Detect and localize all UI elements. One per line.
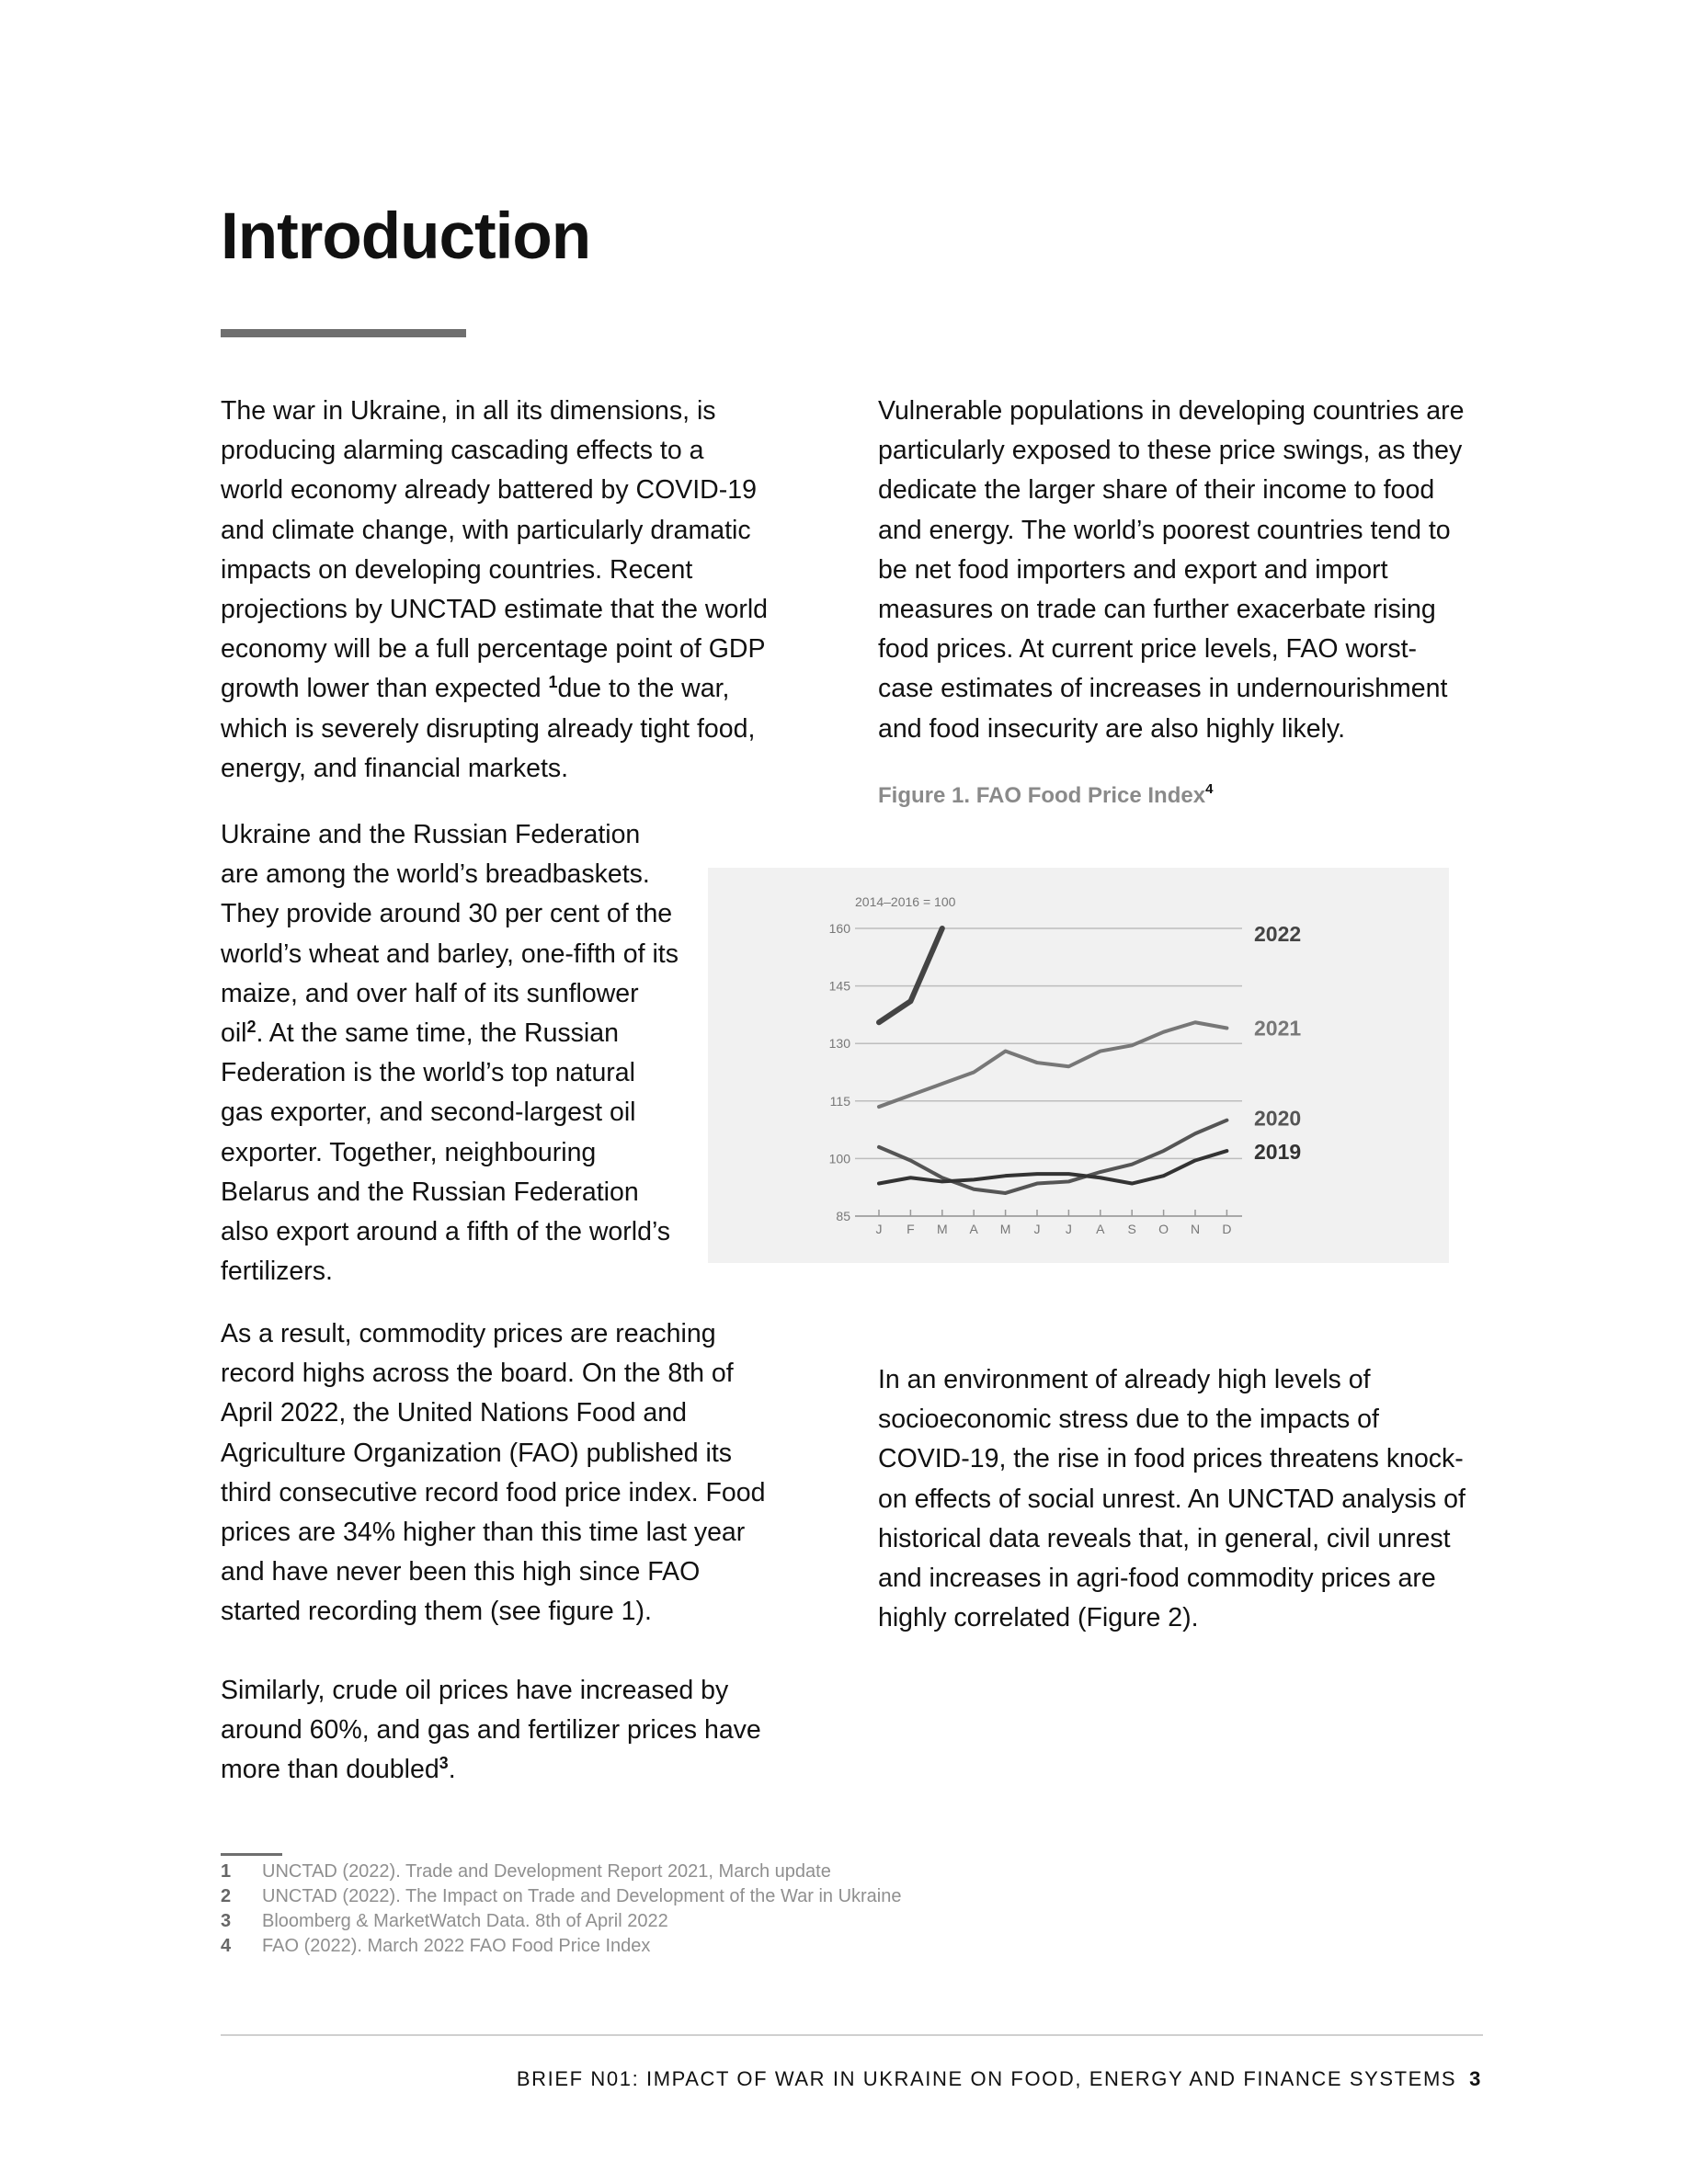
y-tick-label: 160 [828,921,850,936]
x-tick-label: D [1222,1222,1232,1236]
page-footer [517,2067,1482,2091]
paragraph-text: Similarly, crude oil prices have increased by around 60%, and gas and fertilizer prices have more than doubled [221,1676,761,1785]
x-tick-label: O [1158,1222,1169,1236]
series-line-2019 [879,1151,1226,1183]
series-label-2020: 2020 [1254,1106,1302,1131]
footnote-1 [221,1861,831,1883]
footnote-number: 3 [221,1911,232,1931]
series-label-2021: 2021 [1254,1016,1302,1041]
paragraph-social-unrest: In an environment of already high levels of socioeconomic stress due to the impacts of COVID-19, the rise in food prices threatens knock-on effects of social unrest. An UNCTAD analysis of historical data reveals that, in general, civil unrest and increases in agri-food commodity prices are highly correlated (Figure 2). [878,1365,1466,1633]
series-line-2021 [879,1022,1226,1107]
page-number: 3 [1469,2067,1482,2090]
footnote-number: 2 [221,1886,232,1906]
footnote-2 [221,1886,902,1907]
x-tick-label: M [936,1222,948,1236]
paragraph-oil-gas-prices [221,1671,772,1791]
footnote-text: UNCTAD (2022). Trade and Development Report 2021, March update [262,1861,831,1882]
x-tick-label: J [1033,1222,1041,1236]
figure-caption [878,783,1213,809]
paragraph-text: The war in Ukraine, in all its dimensions, is producing alarming cascading effects to a world economy already battered by COVID-19 and climate change, with particularly dramatic impacts on developing countries. Recent projections by UNCTAD estimate that the world economy will be a full percentage point of GDP growth lower than expected [221,396,769,704]
series-line-2022 [879,928,942,1022]
footnote-number: 4 [221,1936,232,1956]
title-underline [221,329,466,337]
footnote-4 [221,1936,650,1957]
series-label-2019: 2019 [1254,1140,1302,1165]
page-title: Introduction [221,200,591,273]
food-price-index-chart [708,868,1449,1263]
y-tick-label: 115 [829,1093,850,1109]
paragraph-vulnerable-populations: Vulnerable populations in developing countries are particularly exposed to these price swings, as they dedicate the larger share of their income to food and energy. The world’s poorest countries tend to be net food importers and export and import measures on trade can further exacerbate rising food prices. At current price levels, FAO worst-case estimates of increases in undernourishment and food insecurity are also highly likely. [878,396,1465,744]
paragraph-text-end: . [448,1755,456,1785]
footnote-3 [221,1911,668,1932]
footer-divider [221,2034,1483,2036]
y-tick-label: 145 [828,978,850,994]
footnote-ref-1[interactable]: 1 [548,673,558,692]
footnote-ref-3[interactable]: 3 [439,1754,449,1773]
footnote-text: Bloomberg & MarketWatch Data. 8th of April 2022 [262,1911,668,1931]
x-tick-label: S [1127,1222,1136,1236]
paragraph-text: Ukraine and the Russian Federation are among the world’s breadbaskets. They provide around 30 per cent of the world’s wheat and barley, one-fifth of its maize, and over half of its sunflower oil [221,820,679,1049]
footnote-divider [221,1853,282,1856]
chart-annotation: 2014–2016 = 100 [855,894,956,909]
x-tick-label: J [875,1222,883,1236]
paragraph-text-end: . At the same time, the Russian Federation is the world’s top natural gas exporter, and second-largest oil exporter. Together, neighbouring Belarus and the Russian Federation also export around a fifth of the world’s fertilizers. [221,1018,671,1287]
x-tick-label: N [1190,1222,1201,1236]
x-tick-label: J [1065,1222,1072,1236]
footnote-ref-2[interactable]: 2 [246,1018,257,1037]
x-tick-label: F [907,1222,915,1236]
y-tick-label: 85 [836,1209,850,1223]
y-tick-label: 100 [828,1151,850,1166]
x-tick-label: A [1096,1222,1105,1236]
footer-title: BRIEF N01: IMPACT OF WAR IN UKRAINE ON FOOD, ENERGY AND FINANCE SYSTEMS [516,2067,1457,2090]
y-tick-label: 130 [828,1036,850,1052]
chart-svg [708,868,1449,1263]
footnote-number: 1 [221,1861,232,1882]
paragraph-war-impact [221,392,772,789]
paragraph-commodity-prices: As a result, commodity prices are reaching record highs across the board. On the 8th of April 2022, the United Nations Food and Agriculture Organization (FAO) published its third consecutive record food price index. Food prices are 34% higher than this time last year and have never been this high since FAO started recording them (see figure 1). [221,1319,766,1627]
footnote-text: UNCTAD (2022). The Impact on Trade and Development of the War in Ukraine [262,1886,902,1906]
x-tick-label: A [969,1222,978,1236]
footnote-ref-4[interactable]: 4 [1205,781,1214,797]
paragraph-breadbaskets [221,815,680,1291]
x-tick-label: M [999,1222,1011,1236]
paragraph-text-end: due to the war, which is severely disrupting already tight food, energy, and financial markets. [221,674,756,783]
footnote-text: FAO (2022). March 2022 FAO Food Price Index [262,1936,651,1956]
series-line-2020 [879,1120,1226,1193]
series-label-2022: 2022 [1254,922,1302,946]
figure-caption-text: Figure 1. FAO Food Price Index [878,783,1206,808]
